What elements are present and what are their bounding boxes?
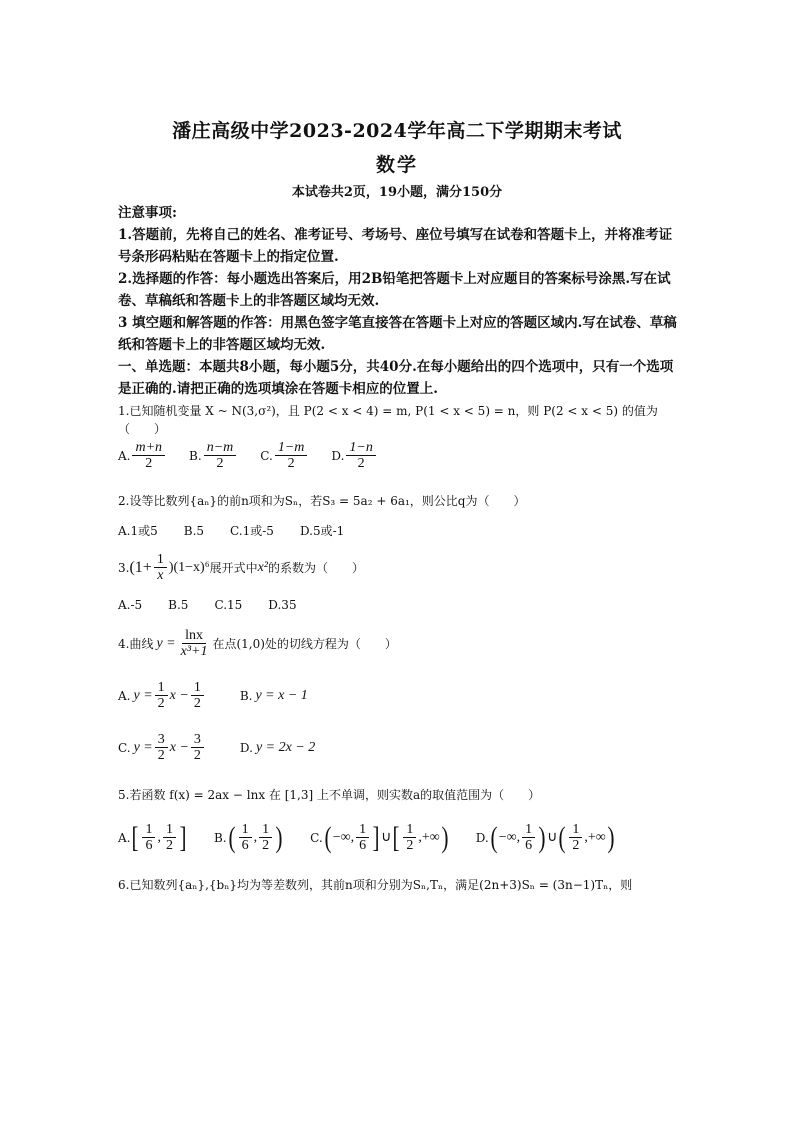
notice-heading: 注意事项: <box>118 205 177 221</box>
question-5-options <box>118 822 638 853</box>
q3-option-a: A.-5 <box>118 598 143 612</box>
question-4-stem: 4.曲线 y = $\frac{\ln x}{\text{x³+1}}$ 在点(1,0)处的切线方程为（ ） <box>118 628 397 659</box>
q4-option-a: A. y = $\frac{1}{2}$ x − $\frac{1}{2}$ <box>118 680 206 711</box>
q5-option-b: B. ( $\frac{1}{6}$ , $\frac{1}{2}$ ) <box>213 820 283 854</box>
q4-option-c: C. y = $\frac{3}{2}$ x − $\frac{3}{2}$ <box>118 732 206 763</box>
section-single-choice: 一、单选题：本题共8小题，每小题5分，共40分.在每小题给出的四个选项中，只有一个选项是正确的.请把正确的选项填涂在答题卡相应的位置上. <box>118 359 674 397</box>
q3-option-c: C.15 <box>214 598 243 612</box>
notice-item-1: 1.答题前，先将自己的姓名、准考证号、考场号、座位号填写在试卷和答题卡上，并将准考证号条形码粘贴在答题卡上的指定位置. <box>118 227 673 265</box>
q5-option-d: D. ( −∞, $\frac{1}{6}$ ) ∪ ( $\frac{1}{2}$ ,+∞ ) <box>475 820 615 854</box>
notice-item-2: 2.选择题的作答：每小题选出答案后，用2B铅笔把答题卡上对应题目的答案标号涂黑.写在试卷、草稿纸和答题卡上的非答题区域均无效. <box>118 271 671 309</box>
question-5-stem: 5.若函数 f(x) = 2ax − lnx 在 [1,3] 上不单调，则实数a的取值范围为（ ） <box>118 788 541 802</box>
q2-option-a: A.1或5 <box>118 524 158 538</box>
question-4-options-cd <box>118 732 337 763</box>
subject-title: 数学 <box>375 154 418 176</box>
notice-item-3: 3 填空题和解答题的作答：用黑色签字笔直接答在答题卡上对应的答题区域内.写在试卷、草稿纸和答题卡上的非答题区域均无效. <box>118 315 677 353</box>
question-4-options-ab <box>118 680 330 711</box>
q4-option-d: D. y = 2x − 2 <box>239 739 316 755</box>
question-6-stem: 6.已知数列{aₙ},{bₙ}均为等差数列，其前n项和分别为Sₙ,Tₙ，满足(2n+3)Sₙ = (3n−1)Tₙ，则 <box>118 878 633 892</box>
q1-option-d: D. $\frac{1-n}{2}$ <box>331 440 377 471</box>
question-2-options <box>118 522 366 539</box>
question-3-options <box>118 598 319 612</box>
q2-option-b: B.5 <box>183 523 205 538</box>
q3-option-d: D.35 <box>268 598 297 612</box>
q5-option-c: C. ( −∞, $\frac{1}{6}$ ] ∪ [ $\frac{1}{2}$ ,+∞ ) <box>310 820 449 854</box>
q1-option-c: C. $\frac{1-m}{2}$ <box>260 440 309 471</box>
q4-option-b: B. y = x − 1 <box>239 687 308 703</box>
question-3-stem: 3. (1+ $\frac{1}{x}$ )(1−x)⁶ 展开式中 x² 的系数为（ ） <box>118 552 365 583</box>
question-1-options <box>118 440 400 471</box>
q1-option-a: A. $\frac{m+n}{2}$ <box>118 440 167 471</box>
exam-title: 潘庄高级中学2023-2024学年高二下学期期末考试 <box>172 120 622 142</box>
q1-option-b: B. $\frac{n-m}{2}$ <box>189 440 238 471</box>
q2-option-d: D.5或-1 <box>299 524 345 538</box>
q3-option-b: B.5 <box>168 598 189 612</box>
question-2-stem: 2.设等比数列{aₙ}的前n项和为Sₙ，若S₃ = 5a₂ + 6a₁，则公比q为（ ） <box>118 494 526 508</box>
q5-option-a: A. [ $\frac{1}{6}$ , $\frac{1}{2}$ ] <box>118 820 187 854</box>
exam-meta: 本试卷共2页，19小题，满分150分 <box>291 185 503 200</box>
question-1-stem: 1.已知随机变量 X ~ N(3,σ²)，且 P(2 < x < 4) = m, P(1 < x < 5) = n，则 P(2 < x < 5) 的值为（ ） <box>118 404 658 436</box>
q2-option-c: C.1或-5 <box>230 524 274 538</box>
